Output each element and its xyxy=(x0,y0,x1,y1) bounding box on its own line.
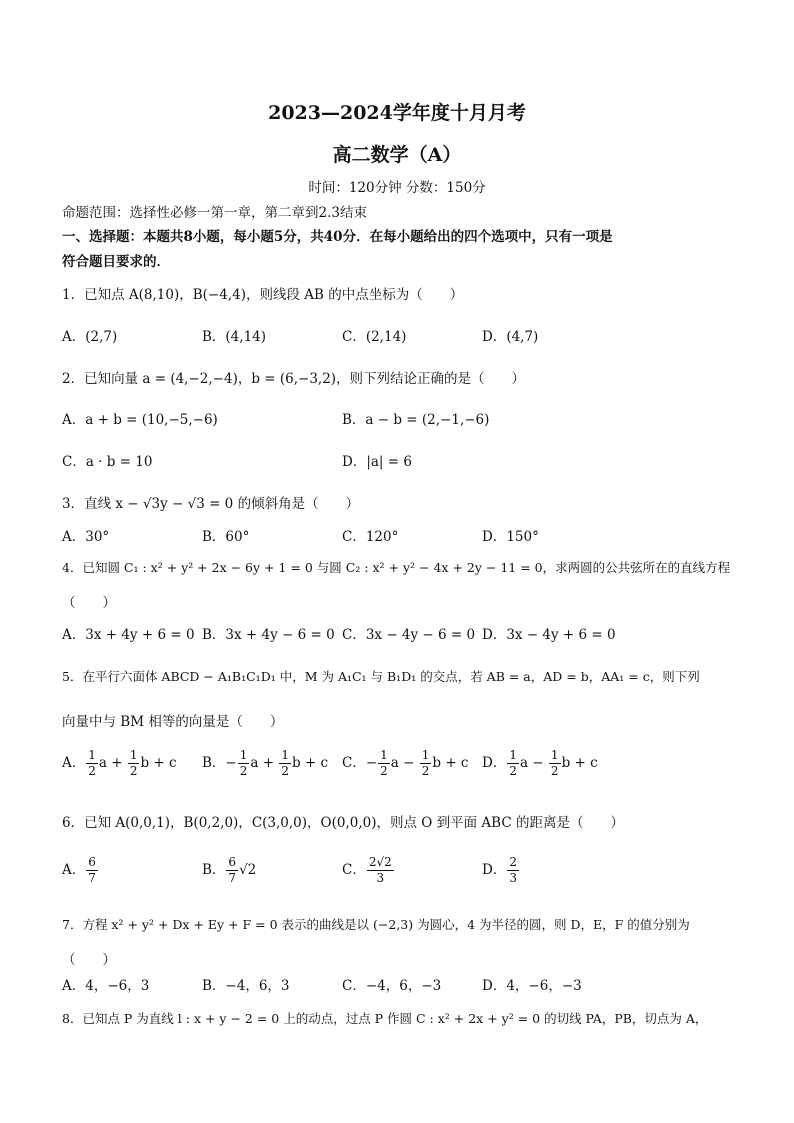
question-4-option-d[interactable]: D．3x − 4y + 6 = 0 xyxy=(482,627,616,643)
question-3-option-c[interactable]: C．120° xyxy=(342,529,399,545)
question-6-option-d[interactable] xyxy=(482,855,520,886)
scope-line: 命题范围：选择性必修一第一章，第二章到2.3结束 xyxy=(62,205,367,221)
fraction xyxy=(226,855,238,886)
fraction-denominator: 7 xyxy=(88,871,96,885)
question-6-option-c[interactable] xyxy=(342,855,395,886)
fraction-denominator: 2 xyxy=(550,764,559,778)
question-1-option-d[interactable]: D．(4,7) xyxy=(482,329,539,345)
option-label: C．− xyxy=(342,755,378,771)
fraction-denominator: 2 xyxy=(281,764,289,778)
question-5-stem: 5．在平行六面体 ABCD − A₁B₁C₁D₁ 中，M 为 A₁C₁ 与 B₁D₁ 的交点，若 AB = a，AD = b，AA₁ = c，则下列 xyxy=(62,669,700,684)
term: b + c xyxy=(561,755,598,771)
fraction-half xyxy=(238,748,250,779)
question-6-option-b[interactable] xyxy=(202,855,256,886)
option-label: B．− xyxy=(202,755,237,771)
question-5-stem-cont: 向量中与 BM 相等的向量是（ ） xyxy=(62,714,284,730)
fraction-half xyxy=(128,748,140,779)
question-7-option-a[interactable]: A．4，−6，3 xyxy=(62,978,150,994)
fraction-numerator: 1 xyxy=(281,748,289,762)
question-2-option-b[interactable]: B．a − b = (2,−1,−6) xyxy=(342,412,490,428)
term: b + c xyxy=(140,755,177,771)
fraction xyxy=(367,855,394,886)
question-4-stem: 4．已知圆 C₁ : x² + y² + 2x − 6y + 1 = 0 与圆 C₂ : x² + y² − 4x + 2y − 11 = 0，求两圆的公共弦所在的直线方程 xyxy=(62,560,731,575)
fraction-numerator: 1 xyxy=(421,748,430,762)
question-1-option-a[interactable]: A．(2,7) xyxy=(62,329,118,345)
term: √2 xyxy=(239,862,257,878)
fraction-half xyxy=(549,748,561,779)
fraction-numerator: 2√2 xyxy=(368,855,392,869)
question-3-option-b[interactable]: B．60° xyxy=(202,529,250,545)
option-label: C． xyxy=(342,862,366,878)
question-3-option-d[interactable]: D．150° xyxy=(482,529,539,545)
term: b + c xyxy=(291,755,329,771)
fraction-denominator: 2 xyxy=(88,764,96,778)
question-4-option-c[interactable]: C．3x − 4y − 6 = 0 xyxy=(342,627,476,643)
option-label: B． xyxy=(202,862,226,878)
fraction-half xyxy=(86,748,98,779)
option-label: D． xyxy=(482,755,507,771)
question-4-option-a[interactable]: A．3x + 4y + 6 = 0 xyxy=(62,627,195,643)
fraction-denominator: 2 xyxy=(129,764,138,778)
question-4-stem-cont: （ ） xyxy=(62,595,116,611)
question-1-option-c[interactable]: C．(2,14) xyxy=(342,329,407,345)
fraction-denominator: 3 xyxy=(509,871,517,885)
fraction-denominator: 2 xyxy=(421,764,430,778)
question-5-option-a[interactable] xyxy=(62,748,177,779)
question-2-option-c[interactable]: C．a · b = 10 xyxy=(62,454,153,470)
fraction-denominator: 2 xyxy=(380,764,388,778)
fraction-half xyxy=(507,748,519,779)
term: a − xyxy=(519,755,548,771)
question-6-option-a[interactable] xyxy=(62,855,99,886)
fraction-numerator: 1 xyxy=(380,748,388,762)
section-heading-cont: 符合题目要求的． xyxy=(62,254,170,270)
question-4-option-b[interactable]: B．3x + 4y − 6 = 0 xyxy=(202,627,335,643)
fraction-half xyxy=(378,748,390,779)
fraction-denominator: 2 xyxy=(239,764,248,778)
fraction-numerator: 1 xyxy=(129,748,138,762)
exam-subtitle: 高二数学（A） xyxy=(332,144,462,166)
fraction-denominator: 2 xyxy=(509,764,517,778)
fraction-numerator: 1 xyxy=(239,748,248,762)
fraction-numerator: 1 xyxy=(550,748,559,762)
question-2-stem: 2．已知向量 a = (4,−2,−4)，b = (6,−3,2)，则下列结论正确的是（ ） xyxy=(62,371,526,387)
question-3-option-a[interactable]: A．30° xyxy=(62,529,110,545)
question-3-stem: 3．直线 x − √3y − √3 = 0 的倾斜角是（ ） xyxy=(62,496,360,512)
question-7-option-b[interactable]: B．−4，6，3 xyxy=(202,978,290,994)
question-6-stem: 6．已知 A(0,0,1)，B(0,2,0)，C(3,0,0)，O(0,0,0)，则点 O 到平面 ABC 的距离是（ ） xyxy=(62,815,624,831)
option-label: A． xyxy=(62,755,86,771)
time-info: 时间：120分钟 分数：150分 xyxy=(308,180,486,196)
question-2-option-a[interactable]: A．a + b = (10,−5,−6) xyxy=(62,412,218,428)
question-5-option-d[interactable] xyxy=(482,748,598,779)
fraction xyxy=(507,855,519,886)
question-2-option-d[interactable]: D．|a| = 6 xyxy=(342,454,412,470)
fraction-half xyxy=(420,748,432,779)
fraction-numerator: 1 xyxy=(88,748,96,762)
fraction-numerator: 6 xyxy=(88,855,96,869)
fraction-numerator: 2 xyxy=(509,855,517,869)
fraction-numerator: 6 xyxy=(228,855,237,869)
term: b + c xyxy=(432,755,469,771)
question-7-stem-cont: （ ） xyxy=(62,952,116,968)
fraction xyxy=(86,855,98,886)
term: a − xyxy=(390,755,419,771)
question-7-option-d[interactable]: D．4，−6，−3 xyxy=(482,978,582,994)
question-8-stem: 8．已知点 P 为直线 l : x + y − 2 = 0 上的动点，过点 P 作圆 C : x² + 2x + y² = 0 的切线 PA，PB，切点为 A， xyxy=(62,1011,708,1026)
term: a + xyxy=(250,755,279,771)
option-label: D． xyxy=(482,862,507,878)
question-7-stem: 7．方程 x² + y² + Dx + Ey + F = 0 表示的曲线是以 (−2,3) 为圆心，4 为半径的圆，则 D，E，F 的值分别为 xyxy=(62,917,690,932)
option-label: A． xyxy=(62,862,86,878)
section-heading: 一、选择题：本题共8小题，每小题5分，共40分．在每小题给出的四个选项中，只有一项是 xyxy=(62,229,613,245)
question-7-option-c[interactable]: C．−4，6，−3 xyxy=(342,978,442,994)
exam-title: 2023—2024学年度十月月考 xyxy=(268,102,526,124)
question-5-option-b[interactable] xyxy=(202,748,328,779)
fraction-half xyxy=(279,748,291,779)
term: a + xyxy=(98,755,127,771)
fraction-denominator: 3 xyxy=(376,871,385,885)
question-1-option-b[interactable]: B．(4,14) xyxy=(202,329,267,345)
fraction-numerator: 1 xyxy=(509,748,517,762)
fraction-denominator: 7 xyxy=(228,871,237,885)
question-5-option-c[interactable] xyxy=(342,748,469,779)
question-1-stem: 1．已知点 A(8,10)，B(−4,4)，则线段 AB 的中点坐标为（ ） xyxy=(62,287,464,303)
